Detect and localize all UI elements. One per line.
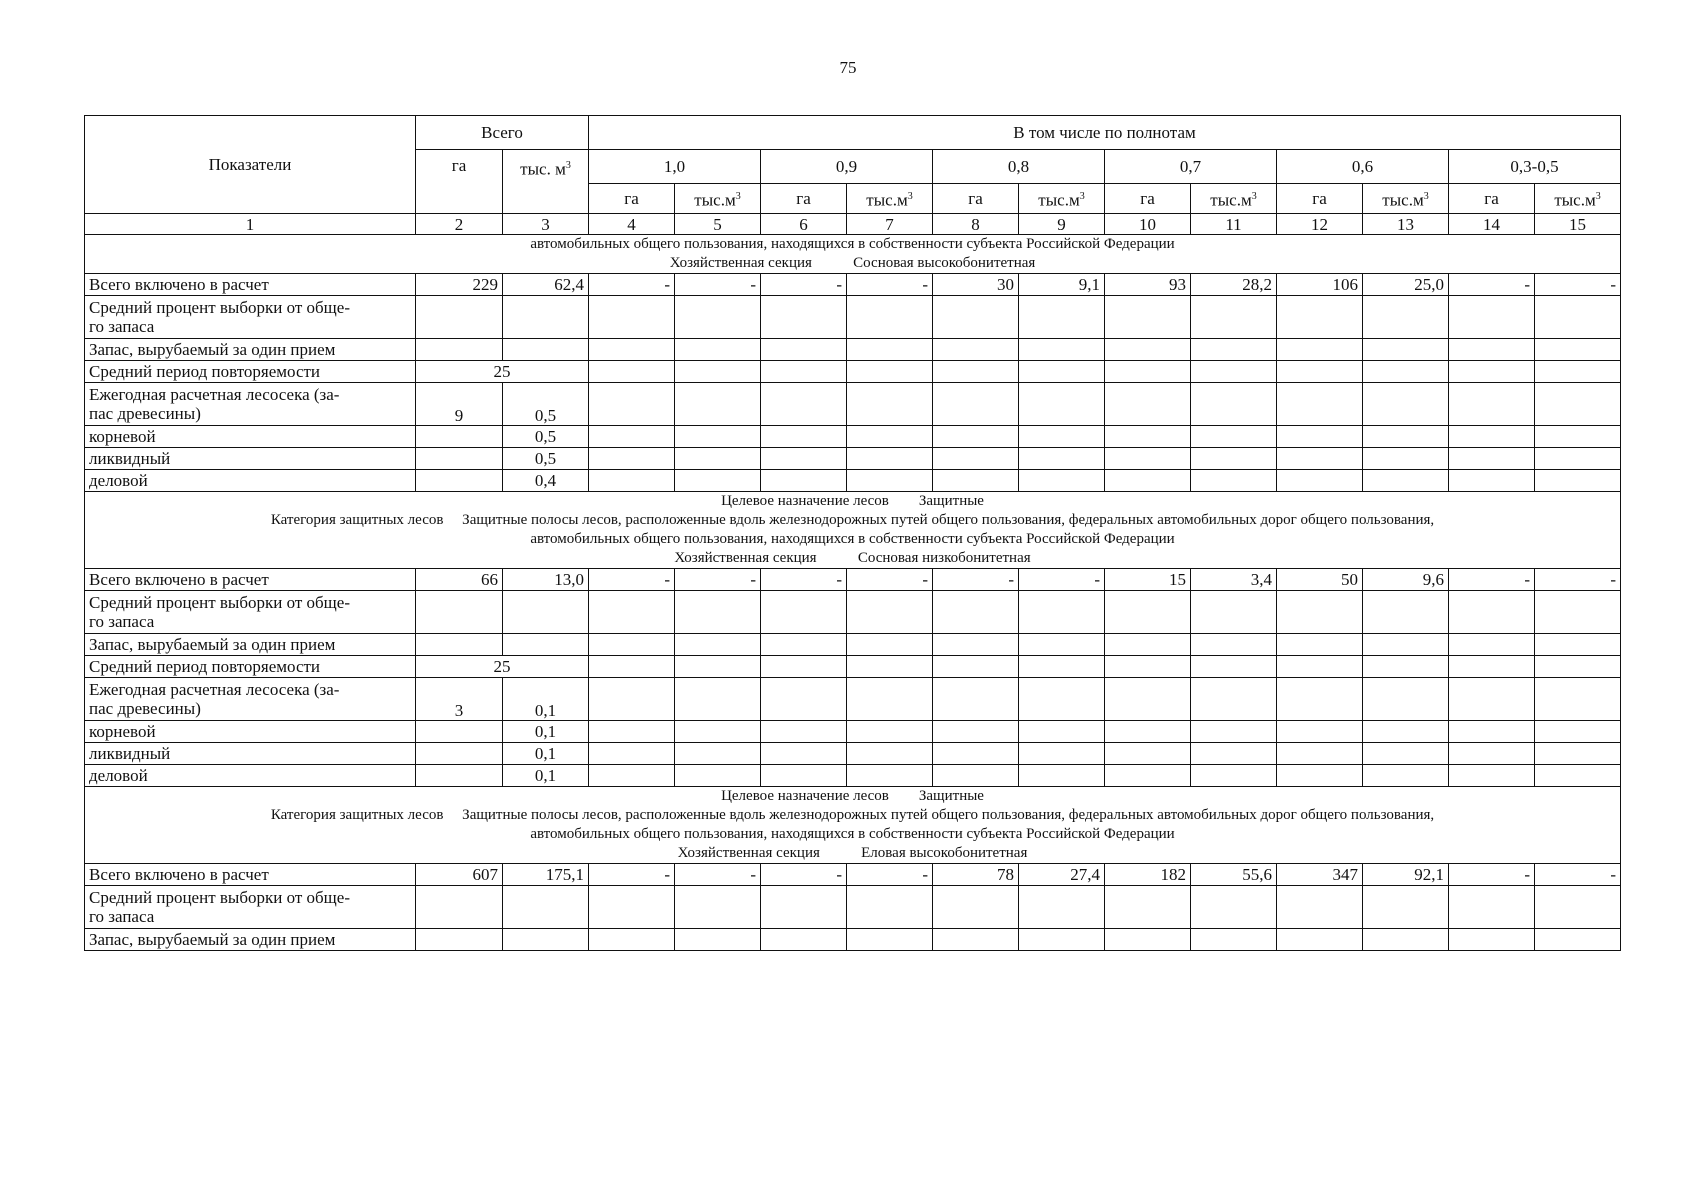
- row-avg-percent: [85, 886, 1621, 929]
- cell: 0,1: [503, 678, 589, 721]
- col-number: 6: [761, 214, 847, 235]
- cell: -: [589, 864, 675, 886]
- subheader-m3: $тыс.м^3$: [1191, 184, 1277, 214]
- col-number: 11: [1191, 214, 1277, 235]
- row-label: Всего включено в расчет: [85, 274, 416, 296]
- cell: 0,1: [503, 721, 589, 743]
- cell: 28,2: [1191, 274, 1277, 296]
- row-included: [85, 864, 1621, 886]
- cell: 15: [1105, 569, 1191, 591]
- cell: 50: [1277, 569, 1363, 591]
- cell: 347: [1277, 864, 1363, 886]
- col-number: 10: [1105, 214, 1191, 235]
- col-number: 9: [1019, 214, 1105, 235]
- row-label: Ежегодная расчетная лесосека (за- пас древесины): [85, 678, 416, 721]
- cell: 78: [933, 864, 1019, 886]
- cell: -: [1535, 569, 1621, 591]
- cell: -: [675, 864, 761, 886]
- row-period: [85, 656, 1621, 678]
- row-label: корневой: [85, 426, 416, 448]
- section-purpose-line: Целевое назначение лесов Защитные: [721, 788, 984, 804]
- cell: -: [1449, 274, 1535, 296]
- col-number: 1: [85, 214, 416, 235]
- header-by-density: В том числе по полнотам: [589, 116, 1621, 150]
- cell: -: [1535, 274, 1621, 296]
- row-label: Запас, вырубаемый за один прием: [85, 339, 416, 361]
- col-number: 8: [933, 214, 1019, 235]
- allowable-cut-table: [84, 115, 1621, 951]
- header-indicators: Показатели: [85, 116, 416, 214]
- row-label: Средний процент выборки от обще- го запаса: [85, 886, 416, 929]
- subheader-ha: га: [1105, 184, 1191, 214]
- period-value: 25: [416, 656, 589, 678]
- col-number: 7: [847, 214, 933, 235]
- subheader-m3: $тыс.м^3$: [1363, 184, 1449, 214]
- cell: 9: [416, 383, 503, 426]
- cell: 0,5: [503, 383, 589, 426]
- col-number: 12: [1277, 214, 1363, 235]
- header-row-1: [85, 116, 1621, 150]
- section-forestry-line: Хозяйственная секция Еловая высокобонитетная: [677, 845, 1028, 861]
- section-heading: [85, 235, 1621, 274]
- period-value: 25: [416, 361, 589, 383]
- col-number: 3: [503, 214, 589, 235]
- cell: -: [761, 569, 847, 591]
- cell: 13,0: [503, 569, 589, 591]
- cell: 0,5: [503, 426, 589, 448]
- cell: 0,1: [503, 765, 589, 787]
- row-period: [85, 361, 1621, 383]
- row-liquid: [85, 448, 1621, 470]
- row-included: [85, 569, 1621, 591]
- cell: 182: [1105, 864, 1191, 886]
- row-label: деловой: [85, 765, 416, 787]
- row-label: деловой: [85, 470, 416, 492]
- header-density-4: 0,7: [1105, 150, 1277, 184]
- cell: 55,6: [1191, 864, 1277, 886]
- col-number: 2: [416, 214, 503, 235]
- section-auto-line: автомобильных общего пользования, находящихся в собственности субъекта Российской Федерации: [530, 826, 1175, 842]
- cell: 3,4: [1191, 569, 1277, 591]
- row-label: Всего включено в расчет: [85, 569, 416, 591]
- cell: -: [675, 274, 761, 296]
- cell: -: [1449, 569, 1535, 591]
- header-density-3: 0,8: [933, 150, 1105, 184]
- subheader-ha: га: [1449, 184, 1535, 214]
- row-label: корневой: [85, 721, 416, 743]
- row-liquid: [85, 743, 1621, 765]
- subheader-m3: $тыс.м^3$: [1535, 184, 1621, 214]
- cell: 62,4: [503, 274, 589, 296]
- header-density-2: 0,9: [761, 150, 933, 184]
- row-label: Средний процент выборки от обще- го запаса: [85, 296, 416, 339]
- cell: -: [933, 569, 1019, 591]
- row-label: Средний период повторяемости: [85, 361, 416, 383]
- header-total-m3: тыс. $м^3$: [503, 150, 589, 214]
- cell: -: [847, 569, 933, 591]
- row-label: ликвидный: [85, 743, 416, 765]
- header-total-ha: га: [416, 150, 503, 214]
- cell: 93: [1105, 274, 1191, 296]
- cell: -: [1449, 864, 1535, 886]
- header-density-1: 1,0: [589, 150, 761, 184]
- row-root: [85, 721, 1621, 743]
- row-label: Средний период повторяемости: [85, 656, 416, 678]
- row-stock-once: [85, 634, 1621, 656]
- cell: 175,1: [503, 864, 589, 886]
- section-heading: [85, 787, 1621, 864]
- header-density-6: 0,3-0,5: [1449, 150, 1621, 184]
- cell: -: [1019, 569, 1105, 591]
- row-label: ликвидный: [85, 448, 416, 470]
- section-auto-line: автомобильных общего пользования, находящихся в собственности субъекта Российской Федерации: [530, 531, 1175, 547]
- cell: -: [847, 274, 933, 296]
- col-number: 15: [1535, 214, 1621, 235]
- row-annual-cut: [85, 383, 1621, 426]
- row-avg-percent: [85, 591, 1621, 634]
- section-forestry-line: Хозяйственная секция Сосновая низкобонитетная: [674, 550, 1031, 566]
- cell: 25,0: [1363, 274, 1449, 296]
- subheader-ha: га: [761, 184, 847, 214]
- cell: 9,1: [1019, 274, 1105, 296]
- cell: 66: [416, 569, 503, 591]
- col-number: 4: [589, 214, 675, 235]
- row-annual-cut: [85, 678, 1621, 721]
- row-label: Средний процент выборки от обще- го запаса: [85, 591, 416, 634]
- subheader-ha: га: [589, 184, 675, 214]
- row-business: [85, 765, 1621, 787]
- subheader-m3: $тыс.м^3$: [675, 184, 761, 214]
- subheader-m3: $тыс.м^3$: [1019, 184, 1105, 214]
- row-business: [85, 470, 1621, 492]
- section-heading: [85, 492, 1621, 569]
- cell: 0,4: [503, 470, 589, 492]
- row-included: [85, 274, 1621, 296]
- cell: 106: [1277, 274, 1363, 296]
- cell: 229: [416, 274, 503, 296]
- cell: 92,1: [1363, 864, 1449, 886]
- row-label: Запас, вырубаемый за один прием: [85, 634, 416, 656]
- row-label: Запас, вырубаемый за один прием: [85, 929, 416, 951]
- cell: 9,6: [1363, 569, 1449, 591]
- subheader-ha: га: [1277, 184, 1363, 214]
- cell: -: [589, 274, 675, 296]
- row-avg-percent: [85, 296, 1621, 339]
- section-purpose-line: Целевое назначение лесов Защитные: [721, 493, 984, 509]
- page-number: 75: [839, 58, 857, 77]
- cell: -: [761, 864, 847, 886]
- cell: 0,1: [503, 743, 589, 765]
- section-category-line: Категория защитных лесов Защитные полосы лесов, расположенные вдоль железнодорожных путей общего пользования, федеральных автомобильных дорог общего пользования,: [270, 512, 1435, 528]
- cell: 3: [416, 678, 503, 721]
- cell: 30: [933, 274, 1019, 296]
- cell: -: [589, 569, 675, 591]
- cell: 0,5: [503, 448, 589, 470]
- row-root: [85, 426, 1621, 448]
- cell: -: [675, 569, 761, 591]
- section-auto-line: автомобильных общего пользования, находящихся в собственности субъекта Российской Федерации: [530, 236, 1175, 252]
- section-forestry-line: Хозяйственная секция Сосновая высокобонитетная: [669, 255, 1036, 271]
- header-total: Всего: [416, 116, 589, 150]
- col-number: 5: [675, 214, 761, 235]
- col-number: 14: [1449, 214, 1535, 235]
- cell: 607: [416, 864, 503, 886]
- section-category-line: Категория защитных лесов Защитные полосы лесов, расположенные вдоль железнодорожных путей общего пользования, федеральных автомобильных дорог общего пользования,: [270, 807, 1435, 823]
- row-label: Всего включено в расчет: [85, 864, 416, 886]
- cell: -: [1535, 864, 1621, 886]
- column-numbers-row: [85, 214, 1621, 235]
- col-number: 13: [1363, 214, 1449, 235]
- header-density-5: 0,6: [1277, 150, 1449, 184]
- row-label: Ежегодная расчетная лесосека (за- пас древесины): [85, 383, 416, 426]
- cell: -: [847, 864, 933, 886]
- row-stock-once: [85, 339, 1621, 361]
- row-stock-once: [85, 929, 1621, 951]
- subheader-ha: га: [933, 184, 1019, 214]
- cell: -: [761, 274, 847, 296]
- cell: 27,4: [1019, 864, 1105, 886]
- subheader-m3: $тыс.м^3$: [847, 184, 933, 214]
